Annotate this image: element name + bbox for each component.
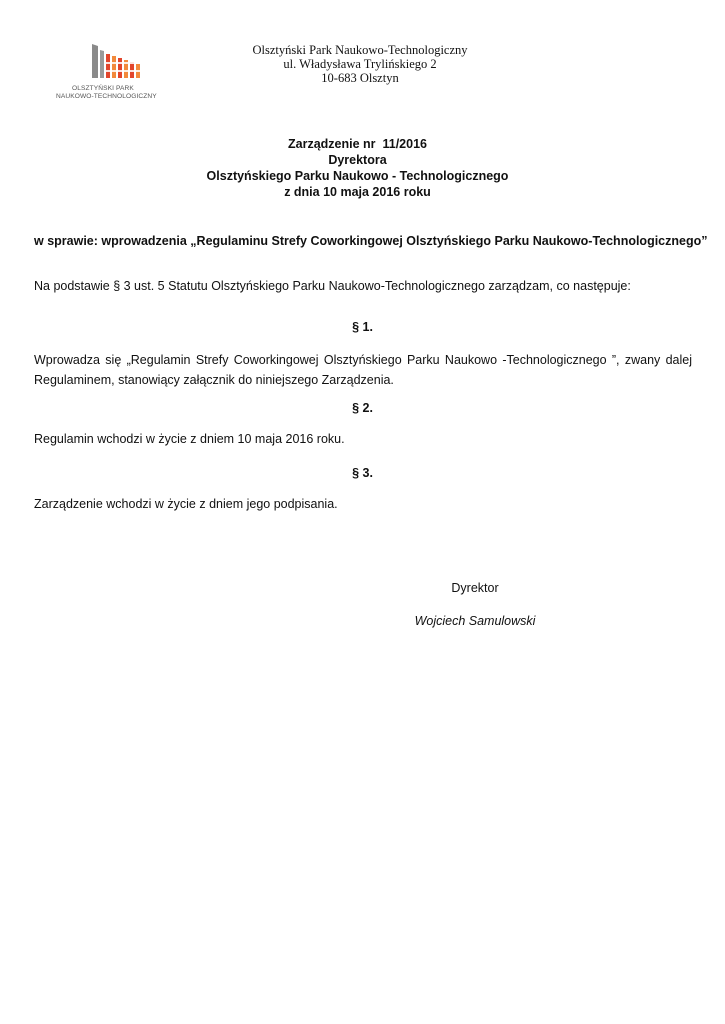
signature-title: Dyrektor	[451, 581, 499, 595]
park-logo	[56, 42, 178, 104]
section-1-text: Wprowadza się „Regulamin Strefy Coworkingowej Olsztyńskiego Parku Naukowo -Technologicznego ”, zwany dalej Regulaminem, stanowiący załącznik do niniejszego Zarządzenia.	[34, 353, 692, 387]
park-logo-icon	[90, 42, 146, 82]
section-1-heading: § 1.	[352, 320, 373, 334]
title-line-2: Dyrektora	[328, 153, 387, 167]
document-title	[120, 136, 595, 200]
header-street: ul. Władysława Trylińskiego 2	[283, 57, 437, 71]
section-2-heading: § 2.	[352, 401, 373, 415]
logo-line-1: OLSZTYŃSKI PARK	[72, 85, 134, 92]
title-line-1: Zarządzenie nr 11/2016	[288, 137, 427, 151]
title-line-3: Olsztyńskiego Parku Naukowo - Technologicznego	[206, 169, 509, 183]
section-3-heading: § 3.	[352, 466, 373, 480]
section-3-text: Zarządzenie wchodzi w życie z dniem jego podpisania.	[34, 497, 338, 511]
signature-name: Wojciech Samulowski	[414, 614, 536, 628]
header-city: 10-683 Olsztyn	[321, 71, 399, 85]
header-address	[210, 43, 510, 85]
header-org-name: Olsztyński Park Naukowo-Technologiczny	[252, 43, 468, 57]
document-subject: w sprawie: wprowadzenia „Regulaminu Strefy Coworkingowej Olsztyńskiego Parku Naukowo-Technologicznego”	[34, 234, 708, 248]
section-2-text: Regulamin wchodzi w życie z dniem 10 maja 2016 roku.	[34, 432, 345, 446]
park-logo-text	[56, 85, 178, 101]
title-line-4: z dnia 10 maja 2016 roku	[284, 185, 431, 199]
intro-paragraph: Na podstawie § 3 ust. 5 Statutu Olsztyńskiego Parku Naukowo-Technologicznego zarządzam, co następuje:	[34, 279, 631, 293]
logo-line-2: NAUKOWO-TECHNOLOGICZNY	[56, 93, 157, 100]
